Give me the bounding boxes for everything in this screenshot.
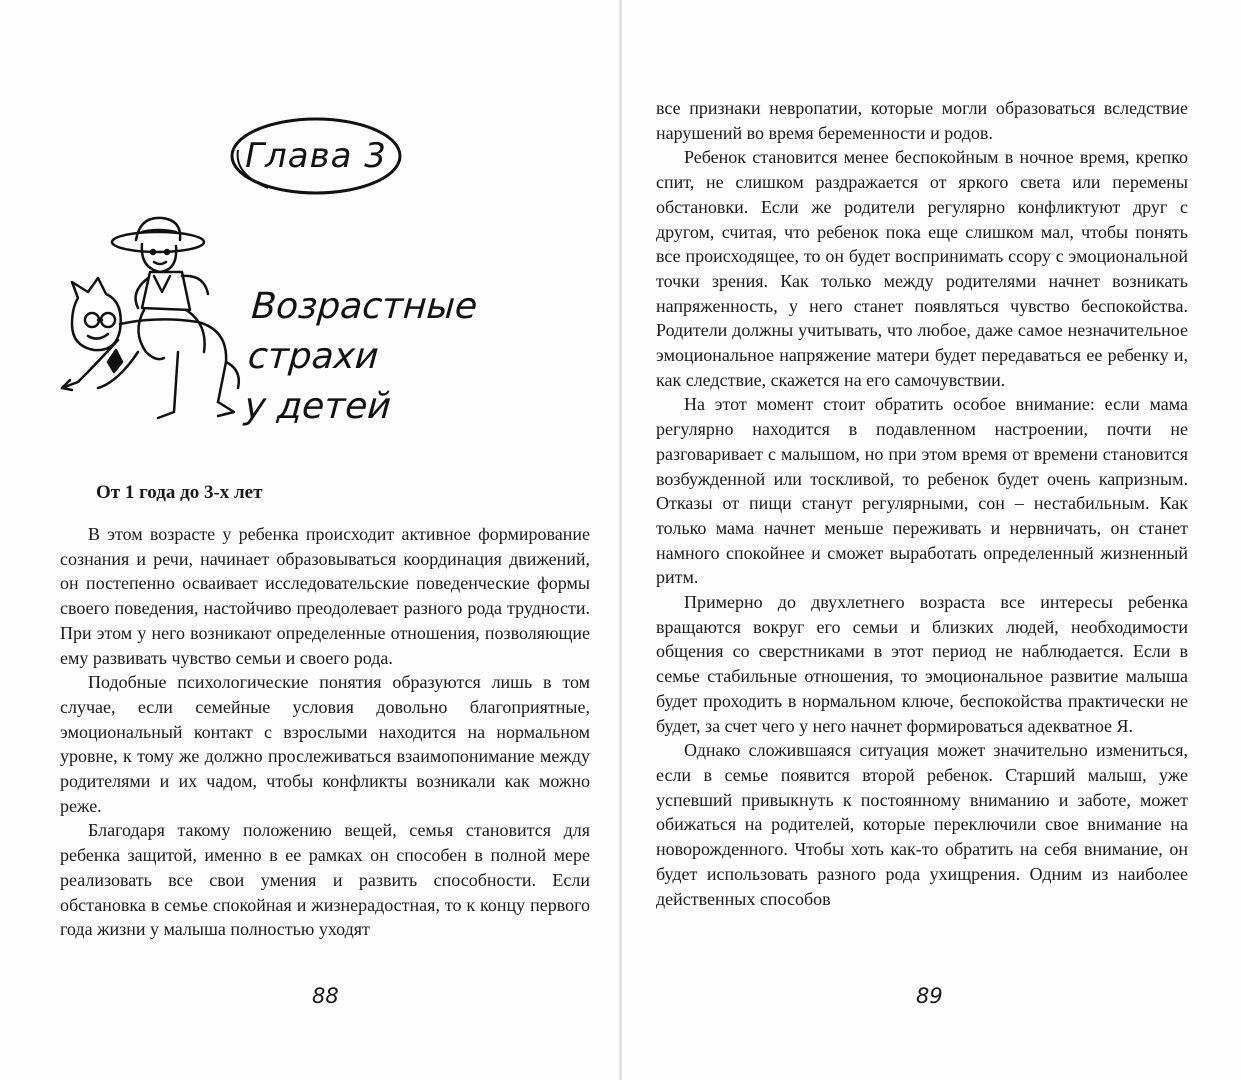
paragraph: Однако сложившаяся ситуация может значительно измениться, если в семье появится второй ребенок. Старший малыш, уже успевший привыкнуть к постоянному вниманию и заботе, может обижаться на родителей, которые переключили свое внимание на новорожденного. Чтобы хоть как-то обратить на себя внимание, он будет использовать разного рода ухищрения. Одним из наиболее действенных способов <box>656 740 1188 909</box>
paragraph: Примерно до двухлетнего возраста все интересы ребенка вращаются вокруг его семьи и близких людей, необходимости общения со сверстниками в этот период не наблюдается. Если в семье стабильные отношения, то эмоциональное развитие малыша будет проходить в нормальном ключе, беспокойства практически не будет, за счет чего у него начнет формироваться адекватное Я. <box>656 592 1188 736</box>
paragraph: На этот момент стоит обратить особое внимание: если мама регулярно находится в подавленном настроении, почти не разговаривает с малышом, но при этом время от времени становится возбужденной или тоскливой, то ребенок будет очень капризным. Отказы от пищи станут регулярными, сон – нестабильным. Как только мама начнет меньше переживать и нервничать, он станет намного спокойнее и сможет выработать определенный жизненный ритм. <box>656 394 1188 588</box>
child-riding-father-illustration <box>58 212 248 434</box>
page-number-left: 88 <box>312 984 339 1008</box>
paragraph: В этом возрасте у ребенка происходит активное формирование сознания и речи, начинает образовываться координация движений, он постепенно осваивает исследовательские поведенческие формы своего поведения, настойчиво преодолевает разного рода трудности. При этом у него возникают определенные отношения, позволяющие ему развивать чувство семьи и своего рода. <box>60 524 590 668</box>
section-title-line-1: Возрастные страхи <box>246 286 479 377</box>
left-page <box>0 0 619 1080</box>
page-number-right: 89 <box>916 984 943 1008</box>
paragraph-continued: все признаки невропатии, которые могли образоваться вследствие нарушений во время беременности и родов. <box>656 98 1188 143</box>
right-body-text <box>656 96 1188 911</box>
paragraph: Ребенок становится менее беспокойным в ночное время, крепко спит, не слишком раздражается от яркого света или перемены обстановки. Если же родители регулярно конфликтуют друг с другом, считая, что ребенок пока еще слишком мал, чтобы понять все происходящее, то он будет воспринимать ссору с эмоциональной точки зрения. Как только между родителями начнет возникать напряженность, у него станет появляться чувство беспокойства. Родители должны учитывать, что любое, даже самое незначительное эмоциональное напряжение матери будет передаваться ее ребенку и, как следствие, скажется на его самочувствии. <box>656 147 1188 390</box>
chapter-label: Глава 3 <box>245 136 387 176</box>
subsection-heading: От 1 года до 3-х лет <box>96 482 263 503</box>
paragraph: Благодаря такому положению вещей, семья становится для ребенка защитой, именно в ее рамках он способен в полной мере реализовать все свои умения и развить способности. Если обстановка в семье спокойная и жизнерадостная, то к концу первого года жизни у малыша полностью уходят <box>60 820 590 940</box>
left-body-text <box>60 522 590 942</box>
section-title <box>243 282 593 432</box>
section-title-line-2: у детей <box>243 386 393 427</box>
right-page <box>622 0 1241 1080</box>
paragraph: Подобные психологические понятия образуются лишь в том случае, если семейные условия довольно благоприятные, эмоциональный контакт с взрослыми находится на нормальном уровне, к тому же должно прослеживаться взаимопонимание между родителями и их чадом, чтобы конфликты возникали как можно реже. <box>60 672 590 816</box>
